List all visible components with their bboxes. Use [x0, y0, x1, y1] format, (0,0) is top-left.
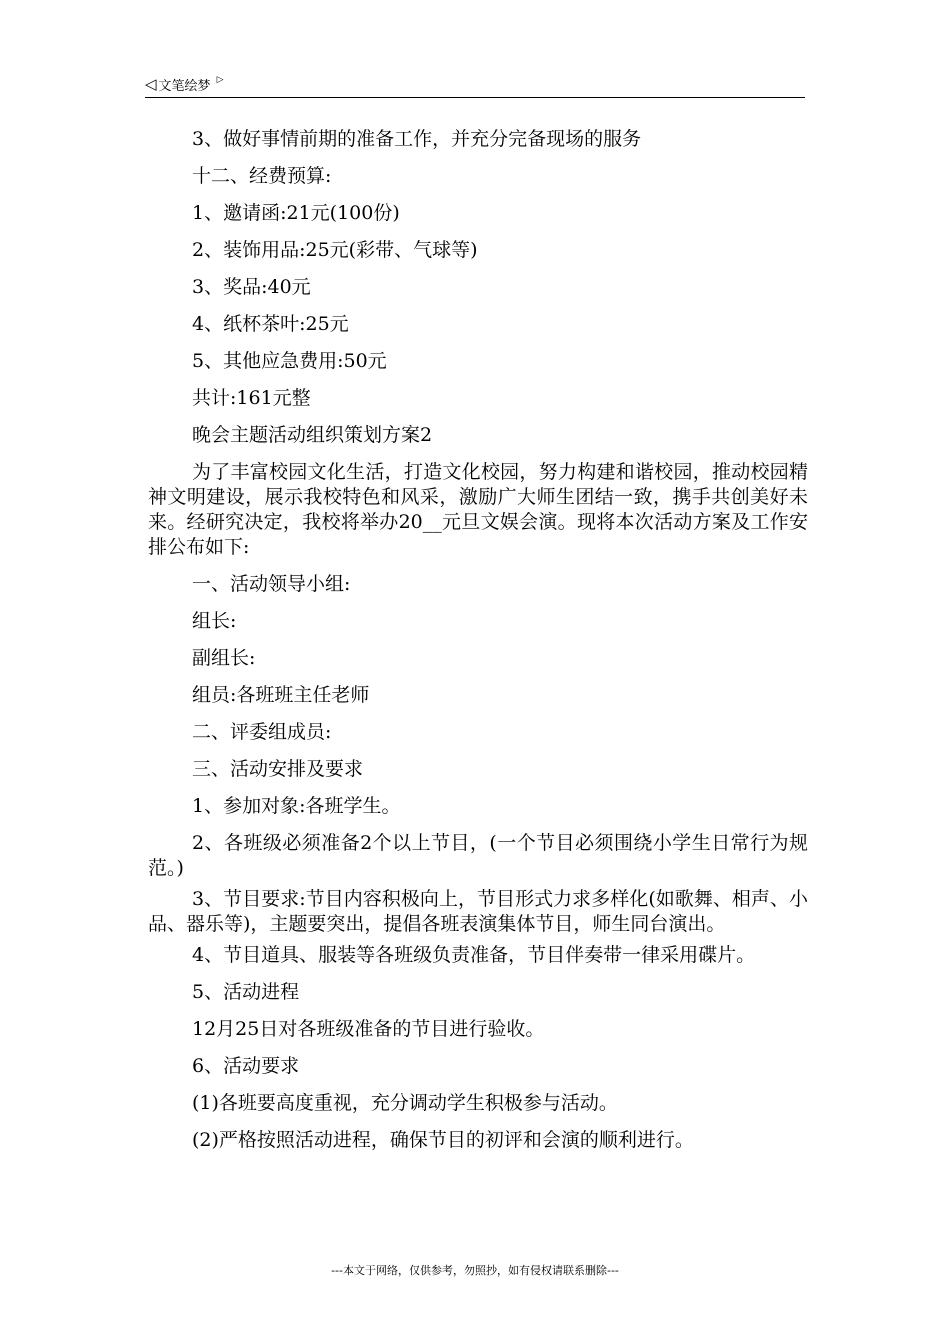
budget-total: 共计:161元整 [192, 387, 311, 409]
section-heading-leadership: 一、活动领导小组: [192, 573, 351, 595]
requirement-paragraph: 2、各班级必须准备2个以上节目，(一个节目必须围绕小学生日常行为规范。) [148, 832, 808, 879]
brand-name: 文笔绘梦 [158, 78, 211, 94]
text-line: 副组长: [192, 647, 256, 669]
text-line: 3、奖品:40元 [192, 276, 311, 298]
text-line: (1)各班要高度重视，充分调动学生积极参与活动。 [192, 1092, 618, 1114]
section-heading-arrangement: 三、活动安排及要求 [192, 758, 364, 780]
document-body [148, 121, 808, 1159]
left-triangle-icon: ◁ [145, 74, 157, 93]
section-heading-judges: 二、评委组成员: [192, 721, 332, 743]
text-line: 4、纸杯茶叶:25元 [192, 313, 349, 335]
text-line: 6、活动要求 [192, 1055, 300, 1077]
page-footer: ---本文于网络，仅供参考，勿照抄，如有侵权请联系删除--- [331, 1264, 619, 1277]
text-line: (2)严格按照活动进程，确保节目的初评和会演的顺利进行。 [192, 1129, 694, 1151]
text-line: 组长: [192, 610, 237, 632]
text-line: 5、活动进程 [192, 981, 300, 1003]
section-heading-budget: 十二、经费预算: [192, 165, 332, 187]
text-line: 3、做好事情前期的准备工作，并充分完备现场的服务 [192, 128, 642, 150]
text-line: 12月25日对各班级准备的节目进行验收。 [192, 1018, 545, 1040]
intro-paragraph: 为了丰富校园文化生活，打造文化校园，努力构建和谐校园，推动校园精神文明建设，展示我校特色和风采，激励广大师生团结一致，携手共创美好未来。经研究决定，我校将举办20__元旦文娱会演。现将本次活动方案及工作安排公布如下: [148, 461, 808, 558]
page-header [145, 72, 805, 96]
text-line: 5、其他应急费用:50元 [192, 350, 387, 372]
requirement-paragraph: 3、节目要求:节目内容积极向上，节目形式力求多样化(如歌舞、相声、小品、器乐等)，主题要突出，提倡各班表演集体节目，师生同台演出。 [148, 888, 808, 935]
text-line: 1、邀请函:21元(100份) [192, 202, 400, 224]
document-subtitle: 晚会主题活动组织策划方案2 [192, 424, 433, 446]
header-divider [145, 97, 805, 98]
text-line: 组员:各班班主任老师 [192, 684, 370, 706]
right-triangle-icon: ▷ [216, 74, 224, 85]
text-line: 2、装饰用品:25元(彩带、气球等) [192, 239, 478, 261]
text-line: 1、参加对象:各班学生。 [192, 795, 401, 817]
requirement-paragraph: 4、节目道具、服装等各班级负责准备，节目伴奏带一律采用碟片。 [192, 944, 756, 966]
